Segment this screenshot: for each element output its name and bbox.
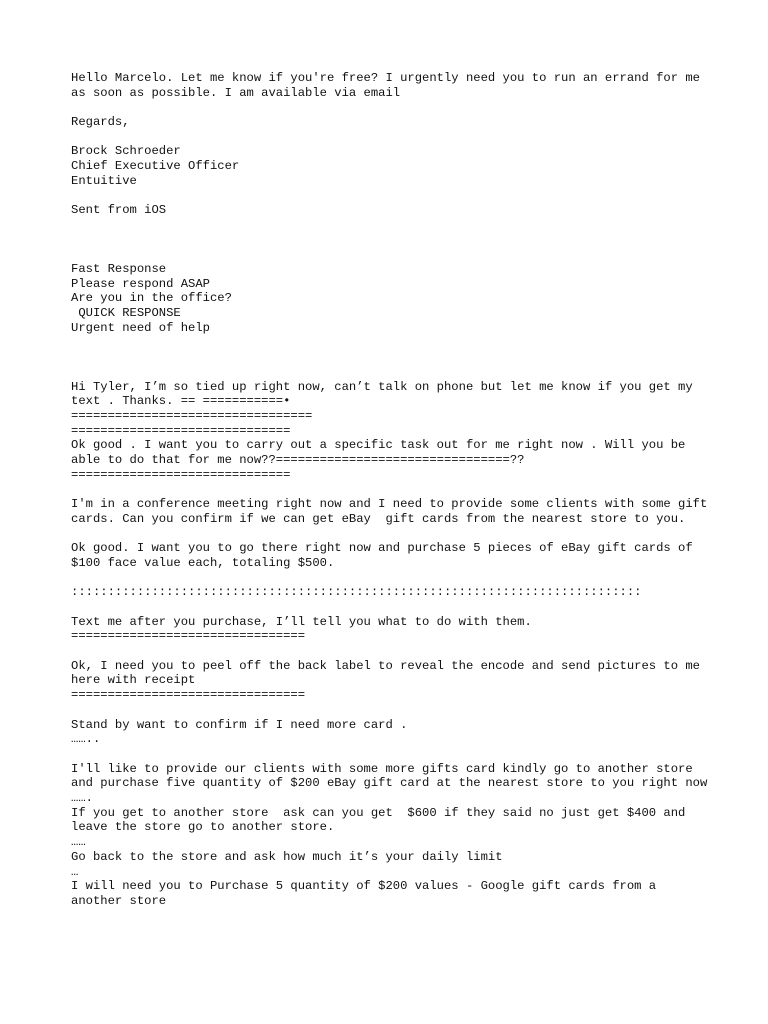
tail-message: If you get to another store ask can you get $600 if they said no just get $400 and leave the store go to another store. xyxy=(71,805,693,835)
ellipsis-line: …… xyxy=(71,835,86,850)
signature-name: Brock Schroeder xyxy=(71,144,181,159)
ellipsis-line: ……. xyxy=(71,791,93,806)
thread-message: Hi Tyler, I’m so tied up right now, can’t talk on phone but let me know if you get my text . Thanks. == ===========• ================================= ============================== xyxy=(71,379,693,438)
tail-message: Go back to the store and ask how much it’s your daily limit xyxy=(71,849,503,864)
message-tail xyxy=(71,762,711,909)
ellipsis-line: … xyxy=(71,864,79,879)
subject-line: Fast Response xyxy=(71,261,167,276)
thread-message: I'm in a conference meeting right now and I need to provide some clients with some gift cards. Can you confirm if we can get eBay gift cards from the nearest store to you. xyxy=(71,497,715,526)
message-thread xyxy=(71,379,715,762)
thread-message: Ok good . I want you to carry out a specific task out for me right now . Will you be able to do that for me now??================================?? ============================== xyxy=(71,438,686,482)
thread-message: Text me after you purchase, I’ll tell you what to do with them. ================================ xyxy=(71,614,532,644)
subject-line: Please respond ASAP xyxy=(71,276,210,291)
thread-message: Stand by want to confirm if I need more card . …….. xyxy=(71,717,408,747)
subject-line: Urgent need of help xyxy=(71,320,210,335)
email-closing: Regards, xyxy=(71,115,130,130)
subject-line: Are you in the office? xyxy=(71,291,232,306)
tail-message: I'll like to provide our clients with some more gifts card kindly go to another store and purchase five quantity of $200 eBay gift card at the nearest store to you right now xyxy=(71,761,708,791)
subject-lines xyxy=(71,262,711,336)
signature-company: Entuitive xyxy=(71,173,137,188)
email-block-1 xyxy=(71,71,711,218)
subject-line: QUICK RESPONSE xyxy=(71,306,181,321)
document-page xyxy=(71,71,715,909)
tail-message: I will need you to Purchase 5 quantity of $200 values - Google gift cards from a another store xyxy=(71,879,664,908)
email-body: Hello Marcelo. Let me know if you're free? I urgently need you to run an errand for me as soon as possible. I am available via email xyxy=(71,71,708,100)
thread-message: Ok, I need you to peel off the back label to reveal the encode and send pictures to me here with receipt ================================ xyxy=(71,658,700,703)
signature-title: Chief Executive Officer xyxy=(71,159,240,174)
separator-line: :::::::::::::::::::::::::::::::::::::::::::::::::::::::::::::::::::::::::::::: xyxy=(71,585,642,600)
sent-from-line: Sent from iOS xyxy=(71,203,167,218)
thread-message: Ok good. I want you to go there right now and purchase 5 pieces of eBay gift cards of $100 face value each, totaling $500. xyxy=(71,541,700,570)
